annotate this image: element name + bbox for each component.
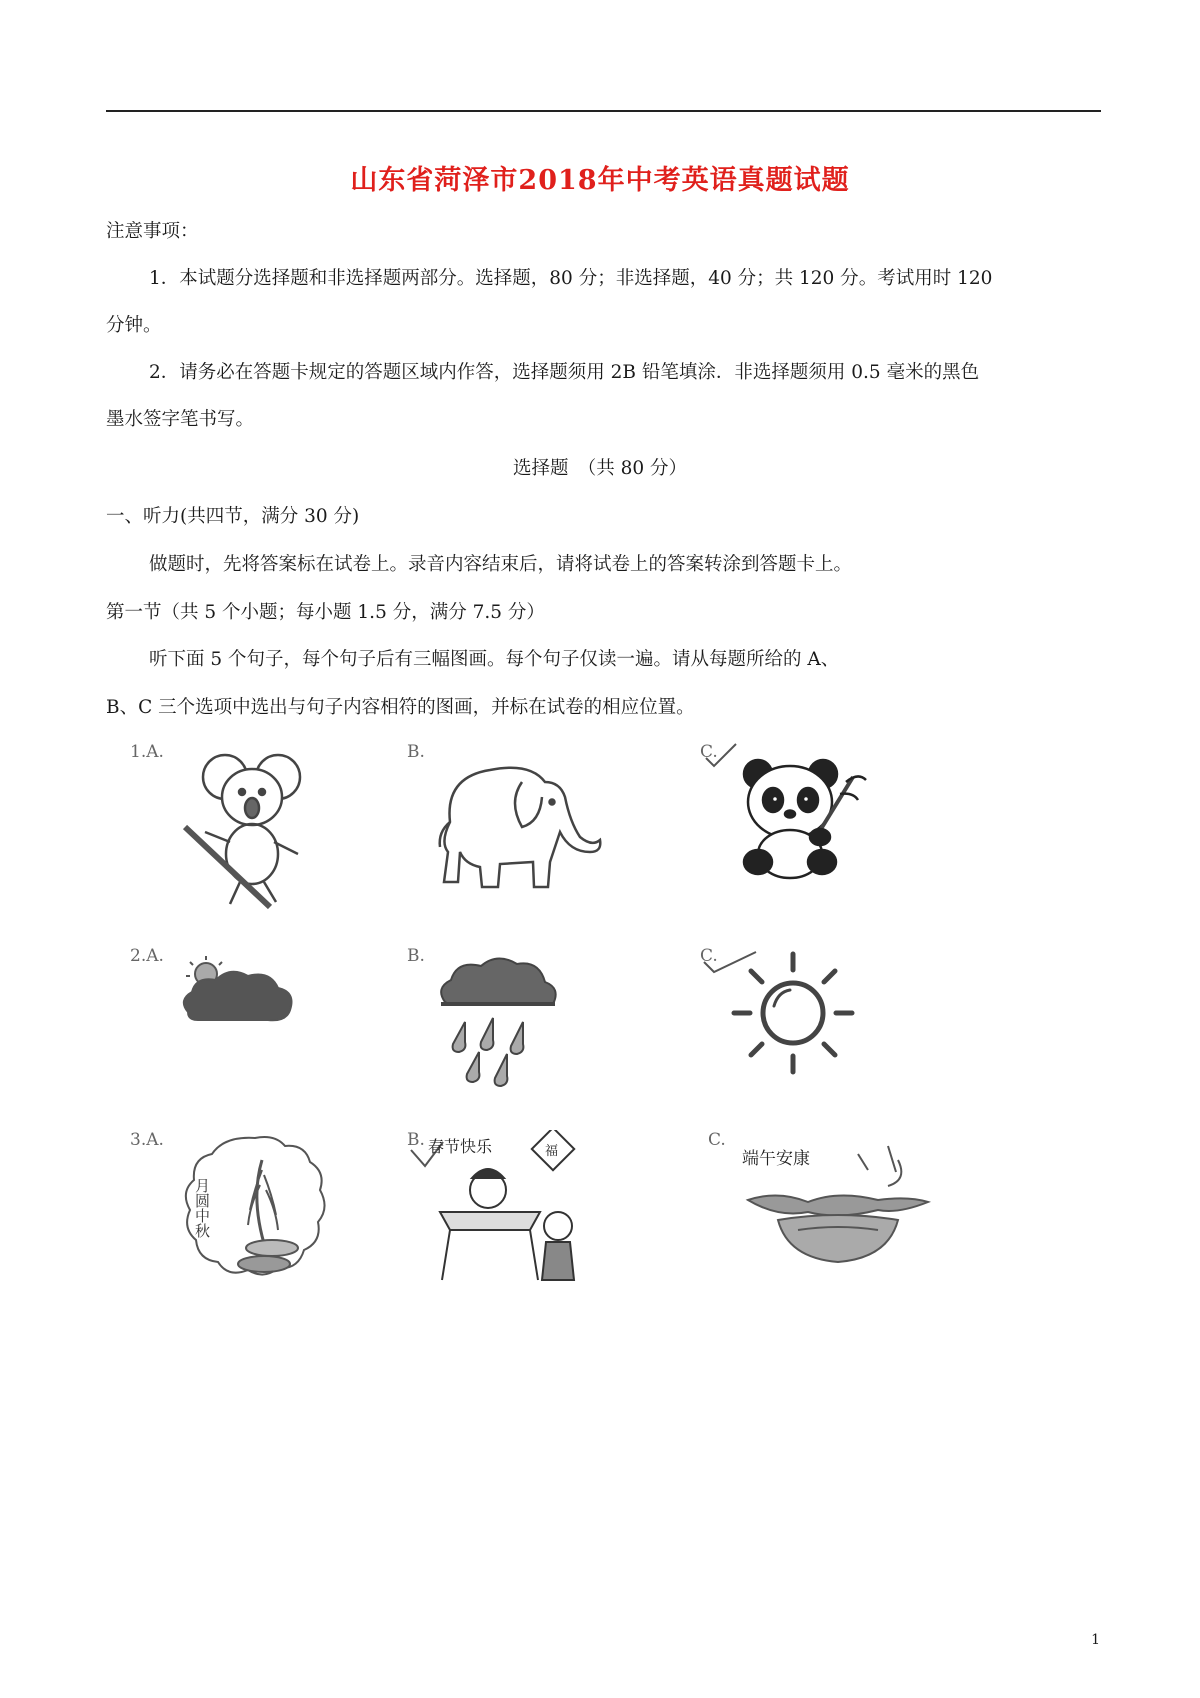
question-3-option-c-label: C. xyxy=(708,1130,726,1150)
section1-instruction-cont: B、C 三个选项中选出与句子内容相符的图画，并标在试卷的相应位置。 xyxy=(106,697,695,718)
rain-icon xyxy=(435,952,560,1087)
page-number: 1 xyxy=(1091,1632,1100,1648)
question-3-option-b-label: B. xyxy=(407,1130,425,1150)
svg-text:月圆中秋: 月圆中秋 xyxy=(193,1178,211,1238)
section-heading: 选择题 （共 80 分） xyxy=(512,458,688,479)
notice-heading: 注意事项： xyxy=(106,221,199,242)
part1-heading: 一、听力(共四节，满分 30 分) xyxy=(106,506,360,527)
elephant-icon xyxy=(430,752,610,897)
svg-text:端午安康: 端午安康 xyxy=(742,1149,810,1169)
panda-icon xyxy=(728,752,888,882)
question-3-label: 3.A. xyxy=(130,1130,164,1150)
question-1-label: 1.A. xyxy=(130,742,164,762)
dragon-boat-icon xyxy=(738,1140,938,1280)
header-rule xyxy=(106,110,1101,112)
section1-instruction: 听下面 5 个句子，每个句子后有三幅图画。每个句子仅读一遍。请从每题所给的 A、 xyxy=(149,649,840,670)
notice-item-2-cont: 墨水签字笔书写。 xyxy=(106,409,255,430)
part1-instruction: 做题时，先将答案标在试卷上。录音内容结束后，请将试卷上的答案转涂到答题卡上。 xyxy=(149,554,853,575)
notice-item-1-cont: 分钟。 xyxy=(106,315,162,336)
page-title: 山东省菏泽市2018年中考英语真题试题 xyxy=(350,165,850,196)
spring-festival-icon xyxy=(420,1130,595,1295)
question-1-option-b-label: B. xyxy=(407,742,425,762)
cloudy-icon xyxy=(178,952,298,1032)
section1-heading: 第一节（共 5 个小题；每小题 1.5 分，满分 7.5 分） xyxy=(106,602,545,623)
svg-text:福: 福 xyxy=(545,1144,559,1159)
notice-item-2: 2．请务必在答题卡规定的答题区域内作答，选择题须用 2B 铅笔填涂．非选择题须用 0.5 毫米的黑色 xyxy=(149,362,980,383)
question-2-label: 2.A. xyxy=(130,946,164,966)
koala-icon xyxy=(180,742,320,912)
notice-item-1: 1．本试题分选择题和非选择题两部分。选择题，80 分；非选择题，40 分；共 120 分。考试用时 120 xyxy=(149,268,993,289)
question-2-option-c-label: C. xyxy=(700,946,718,966)
question-2-option-b-label: B. xyxy=(407,946,425,966)
svg-text:春节快乐: 春节快乐 xyxy=(428,1137,493,1156)
sun-icon xyxy=(728,948,858,1078)
mid-autumn-icon xyxy=(180,1130,330,1280)
question-1-option-c-label: C. xyxy=(700,742,718,762)
